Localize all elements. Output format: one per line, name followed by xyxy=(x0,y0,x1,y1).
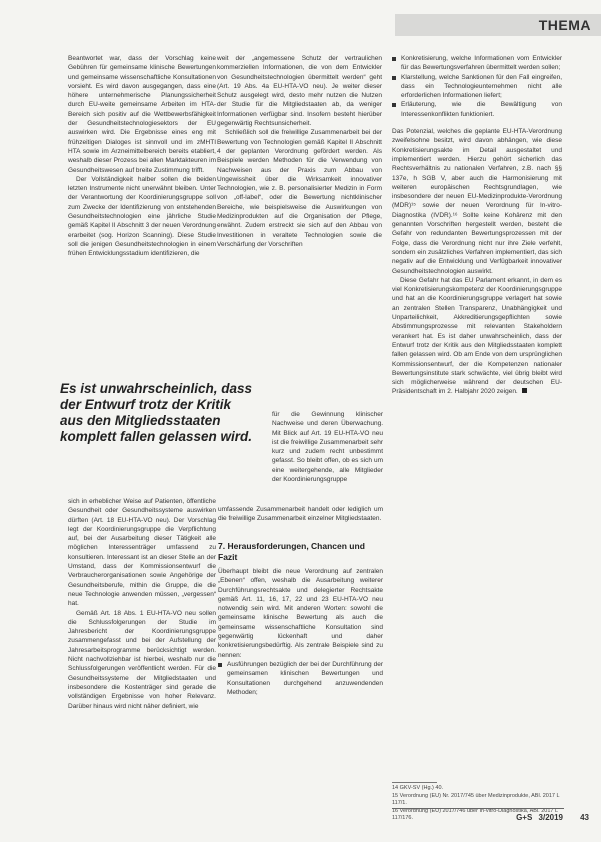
section-label: THEMA xyxy=(538,17,591,33)
journal-name: G+S xyxy=(516,813,533,822)
paragraph-text: Diese Gefahr hat das EU Parlament erkannt, in dem es viel Konkretisierungskompetenz der Koordinierungsgruppe und hat an die Koordinierungsgruppe verlagert hat sowie an zentralen Stellen Transparenz, Unabhängigkeit und Unparteilichkeit, Akkreditierungsgepflichten sowie Abstimmungsprozesse mit relevanten Stakeholdern verankert hat. Es ist daher unwahrscheinlich, dass der Entwurf trotz der Kritik aus den Mitgliedsstaaten komplett fallen gelassen wird. Ob am Ende von dem ursprünglichen Kommissionsentwurf, der die Kompetenzen nationaler Bewertungsinstitute stark schwächte, viel übrig bleibt wird sich möglicherweise während der deutschen EU-Präsidentschaft im 2. Halbjahr 2020 zeigen. xyxy=(392,276,562,396)
paragraph: Der Vollständigkeit halber sollen die beiden letzten Instrumente nicht unerwähnt bleiben. Unter der Verantwortung der Koordinierungsgruppe soll zum Zwecke der Identifizierung von entstehenden Gesundheitstechnologien eine jährliche Studie gemäß Kapitel II Abschnitt 3 der neuen Verordnung erarbeitet (sog. Horizon Scanning). Diese Studie soll die jenigen Gesundheitstechnologien in einem frühen Entwicklungsstadium identifizieren, die xyxy=(68,175,216,258)
bullet-item xyxy=(392,54,562,73)
paragraph: weit der „angemessene Schutz der vertraulichen kommerziellen Informationen, die von dem Entwickler von Gesundheitstechnologien übermittelt werden“ geht (Art. 19 Abs. 4a EU-HTA-VO neu). Je weiter dieser Schutz ausgelegt wird, desto mehr nutzen die Nutzen der Studie für die Mitgliedstaaten ab, da weniger Informationen verfügbar sind. Insofern besteht hierüber gegenwärtig Rechtsunsicherheit. xyxy=(217,55,382,128)
paragraph: sich in erheblicher Weise auf Patienten, öffentliche Gesundheit oder Gesundheitssysteme auswirken dürften (Art. 18 EU-HTA-VO neu). Der Vorschlag legt der Koordinierungsgruppe die Verpflichtung auf, bei der Ausarbeitung dieser Tätigkeit alle möglichen Interessenträger umfassend zu konsultieren. Interessant ist an dieser Stelle an der Umstand, dass der Kommissionsentwurf die Verbraucherorganisationen sowie Angehörige der Gesundheitsberufe, mithin die Gruppe, die die neue Technologie anwenden müssen, „vergessen“ hat. xyxy=(68,498,216,608)
bullet-item xyxy=(218,660,383,697)
paragraph: Das Potenzial, welches die geplante EU-HTA-Verordnung zweifelsohne besitzt, wird davon abhängen, wie diese Konkretisierungsakte im Detail ausgestaltet und implementiert werden. Hierzu gehört sicherlich das Rechtsverhältnis zu nationalen Verfahren, z.B. nach §§ 137e, h SGB V, aber auch die Harmonisierung mit weiteren europäischen Rechtsgrundlagen, wie insbesondere der neuen EU-Medizinprodukte-Verordnung (MDR)¹⁵ sowie der neuen Verordnung für In-vitro-Diagnostika (IVDR).¹⁶ Sollte keine Kohärenz mit den genannten Vorschriften hergestellt werden, besteht die Gefahr von redundanten Bewertungsprozessen mit der Folge, dass die Verordnung nicht nur ihre Ziele verfehlt, sondern ein zusätzliches Verfahren implementiert, das sich negativ auf die Entwicklung und Verfügbarkeit innovativer Gesundheitstechnologien auswirkt. xyxy=(392,128,562,275)
paragraph: Gemäß Art. 18 Abs. 1 EU-HTA-VO neu sollen die Schlussfolgerungen der Studie im Jahresbericht der Koordinierungsgruppe zusammengefasst und bei der Aufstellung der Jahresarbeitsprogramme berücksichtigt werden. Nicht nachvollziehbar ist hierbei, weshalb nur die Schlussfolgerungen veröffentlicht werden. Für die Gesundheitssysteme der Mitgliedstaaten und insbesondere die Kostenträger sind gerade die vollständigen Ergebnisse von hoher Relevanz. Darüber hinaus wird nicht näher definiert, wie xyxy=(68,609,216,710)
page-number: 43 xyxy=(580,813,589,822)
bullet-text: Klarstellung, welche Sanktionen für den Fall eingreifen, dass ein Technologieunternehmen nicht alle erforderlichen Informationen liefert; xyxy=(401,73,562,100)
footnote-rule xyxy=(392,782,437,783)
footnote: 15 Verordnung (EU) Nr. 2017/745 über Medizinprodukte, ABl. 2017 L 117/1. xyxy=(392,792,560,806)
section-heading: 7. Herausforderungen, Chancen und Fazit xyxy=(218,541,365,562)
column-1-top xyxy=(68,54,216,259)
bullet-square-icon xyxy=(218,663,222,667)
column-2-bottom xyxy=(218,567,383,697)
bullet-square-icon xyxy=(392,76,396,80)
bullet-square-icon xyxy=(392,103,396,107)
end-of-article-mark xyxy=(522,388,527,393)
footer-rule xyxy=(392,808,564,809)
footnote: 14 GKV-SV (Hg.) 40. xyxy=(392,785,444,791)
column-3 xyxy=(392,54,562,397)
issue-info xyxy=(516,813,563,822)
bullet-item xyxy=(392,100,562,119)
paragraph: Schließlich soll die freiwillige Zusammenarbeit bei der Bewertung von Technologien gemäß Kapitel II Abschnitt 4 der geplanten Verordnung gefördert werden. Als Beispiele werden Methoden für die Verwendung von Nachweisen aus der Praxis zum Abbau von Ungewissheit über die Wirksamkeit innovativer Technologien, wie z. B. personalisierter Medizin in Form von „off-label“, oder die Bewertung nichtklinischer Bereiche, wie beispielsweise die Auswirkungen von Medizinprodukten auf die Organisation der Pflege, erwähnt. Zudem erstreckt sie sich auf den Abbau von Investitionen in veraltete Technologien sowie die Verschärfung der Vorschriften xyxy=(217,129,382,248)
column-2-top xyxy=(217,54,382,249)
column-2-middle xyxy=(218,505,383,524)
bullet-text: Ausführungen bezüglich der bei der Durchführung der gemeinsamen klinischen Bewertungen und Konsultationen durchgehend anzuwendenden Methoden; xyxy=(227,660,383,696)
issue-number: 3/2019 xyxy=(538,813,563,822)
paragraph: für die Gewinnung klinischer Nachweise und deren Überwachung. Mit Blick auf Art. 19 EU-HTA-VO neu ist die freiwillige Zusammenarbeit sehr kurz und zudem recht unbestimmt gefasst. So bleibt offen, ob es sich um eine weitergehende, alle Mitglieder der Koordinierungsgruppe xyxy=(272,411,383,484)
bullet-item xyxy=(392,73,562,101)
paragraph: Überhaupt bleibt die neue Verordnung auf zentralen „Ebenen“ offen, weshalb die Ausarbeitung weiterer Durchführungsrechtsakte und delegierter Rechtsakte gemäß Art. 11, 16, 17, 22 und 23 EU-HTA-VO neu notwendig sein wird. Mit anderen Worten: sowohl die gemeinsame klinische Bewertung als auch die gemeinsame wissenschaftliche Konsultation sind gegenwärtig lückenhaft und daher konkretisierungsbedürftig. Als zentrale Beispiele sind zu nennen: xyxy=(218,568,383,659)
column-2-wrap xyxy=(272,410,383,484)
paragraph: umfassende Zusammenarbeit handelt oder lediglich um die freiwillige Zusammenarbeit einzelner Mitgliedstaaten. xyxy=(218,506,383,523)
paragraph: Beantwortet war, dass der Vorschlag keine Gebühren für gemeinsame klinische Bewertungen und gemeinsame wissenschaftliche Konsultationen vorsieht. Es wird davon ausgegangen, dass eine höhere unternehmerische Planungssicherheit durch EU-weite gemeinsame Arbeiten im HTA-Bereich sich positiv auf die Wettbewerbsfähigkeit der Gesundheitstechnologiesektors der EU auswirken wird. Die Ergebnisse eines eng mit frühzeitigen Dialoges ist sinnvoll und im zMHTI HTA sowie im Arzneimittelbereich bereits etabliert, weshalb dieser Prozess bei allen Marktakteuren im Gesundheitswesen auf breite Zustimmung trifft. xyxy=(68,55,216,174)
pull-quote: Es ist unwahrscheinlich, dass der Entwurf trotz der Kritik aus den Mitgliedsstaaten komplett fallen gelassen wird. xyxy=(54,377,262,449)
paragraph xyxy=(392,276,562,397)
footnote: 16 Verordnung (EU) 2017/746 über In-vitro-Diagnostika, ABl. 2017 L 117/176. xyxy=(392,807,558,821)
column-1-bottom xyxy=(68,497,216,711)
bullet-text: Erläuterung, wie die Bewältigung von Interessenkonflikten funktioniert. xyxy=(401,101,562,118)
bullet-text: Konkretisierung, welche Informationen vom Entwickler für das Bewertungsverfahren übermittelt werden sollen; xyxy=(401,55,562,72)
bullet-square-icon xyxy=(392,57,396,61)
